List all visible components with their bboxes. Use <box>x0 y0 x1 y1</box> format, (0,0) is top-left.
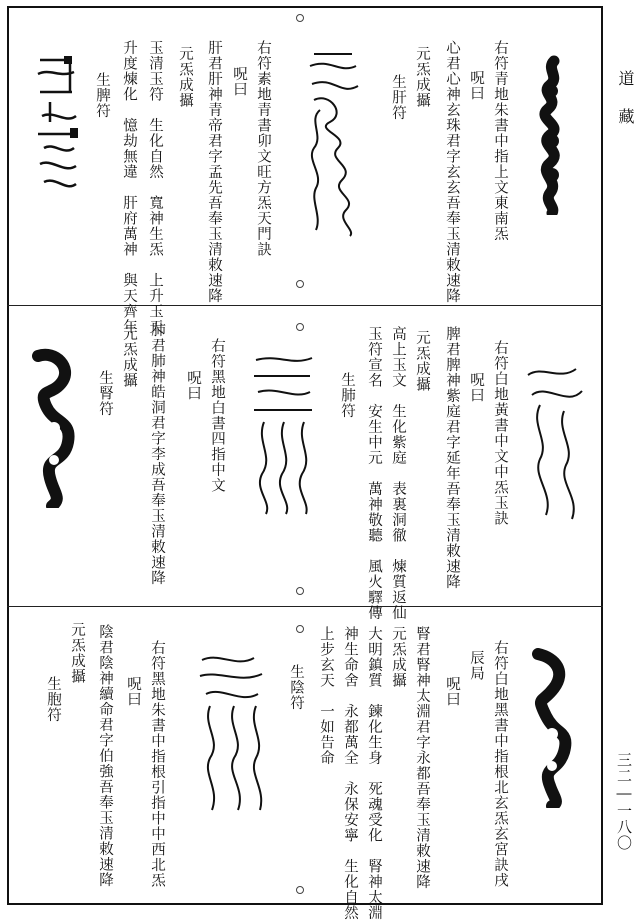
panel-divider-2 <box>7 606 603 607</box>
panel-divider-1 <box>7 305 603 306</box>
text-column: 呪曰 <box>444 676 460 707</box>
text-column: 呪曰 <box>125 676 141 707</box>
talisman-yin-seal <box>528 648 576 808</box>
text-column: 右符素地青書卯文旺方炁天門訣 <box>255 40 271 257</box>
text-column: 呪曰 <box>468 70 484 101</box>
talisman-yin <box>196 650 270 820</box>
text-column: 脾君脾神紫庭君字延年吾奉玉清敕速降 <box>444 326 460 590</box>
text-column: 元炁成攝 <box>390 626 406 688</box>
text-column: 右符白地黑書中指根北玄炁玄宮訣戌 <box>492 640 508 888</box>
binding-hole <box>296 587 304 595</box>
text-column: 呪曰 <box>231 66 247 97</box>
text-column: 生肺符 <box>339 372 355 419</box>
text-column: 肝君肝神青帝君字孟先吾奉玉清敕速降 <box>206 40 222 304</box>
text-column: 元炁成攝 <box>177 46 193 108</box>
text-column: 神生命舍 永都萬全 永保安寧 生化自然 <box>342 626 358 921</box>
text-column: 辰局 <box>468 650 484 681</box>
talisman-lung <box>248 352 318 517</box>
text-column: 右符黑地朱書中指根引指中中西北炁 <box>149 640 165 888</box>
text-column: 呪曰 <box>468 372 484 403</box>
page-number: 三二―一八〇 <box>615 752 633 851</box>
talisman-spleen <box>30 52 85 202</box>
text-column: 生胞符 <box>45 676 61 723</box>
binding-hole <box>296 14 304 22</box>
text-column: 升度煉化 憶劫無違 肝府萬神 與天齊年 <box>121 40 137 335</box>
text-column: 呪曰 <box>185 370 201 401</box>
collection-title: 道 藏 <box>616 70 635 127</box>
text-column: 大明鎮質 鍊化生身 死魂受化 腎神太淵 <box>366 626 382 921</box>
text-column: 右符青地朱書中指上文東南炁 <box>492 40 508 242</box>
text-column: 元炁成攝 <box>414 330 430 392</box>
talisman-liver <box>300 40 368 240</box>
text-column: 右符白地黃書中文中炁玉訣 <box>492 340 508 526</box>
talisman-heart-seal <box>530 55 572 215</box>
text-column: 元炁成攝 <box>121 326 137 388</box>
text-column: 元炁成攝 <box>69 622 85 684</box>
binding-hole <box>296 323 304 331</box>
text-column: 腎君腎神太淵君字永都吾奉玉清敕速降 <box>414 626 430 890</box>
text-column: 肺君肺神皓洞君字李成吾奉玉清敕速降 <box>149 322 165 586</box>
text-column: 上步玄天 一如告命 <box>318 626 334 766</box>
text-column: 生肝符 <box>390 74 406 121</box>
binding-hole <box>296 280 304 288</box>
text-column: 元炁成攝 <box>414 46 430 108</box>
binding-hole <box>296 886 304 894</box>
text-column: 玉符宣名 安生中元 萬神敬聽 風火驛傳 <box>366 326 382 621</box>
text-column: 心君心神玄珠君字玄玄吾奉玉清敕速降 <box>444 40 460 304</box>
binding-hole <box>296 625 304 633</box>
text-column: 陰君陰神續命君字伯強吾奉玉清敕速降 <box>97 624 113 888</box>
text-column: 生陰符 <box>288 664 304 711</box>
text-column: 生腎符 <box>97 370 113 417</box>
talisman-lung-seal <box>520 355 592 525</box>
text-column: 玉清玉符 生化自然 寬神生炁 上升玉天 <box>147 40 163 335</box>
text-column: 右符黑地白書四指中文 <box>209 338 225 493</box>
talisman-kidney-seal <box>32 348 80 508</box>
text-column: 生脾符 <box>94 72 110 119</box>
text-column: 高上玉文 生化紫庭 表裏洞徹 煉質返仙 <box>390 326 406 621</box>
